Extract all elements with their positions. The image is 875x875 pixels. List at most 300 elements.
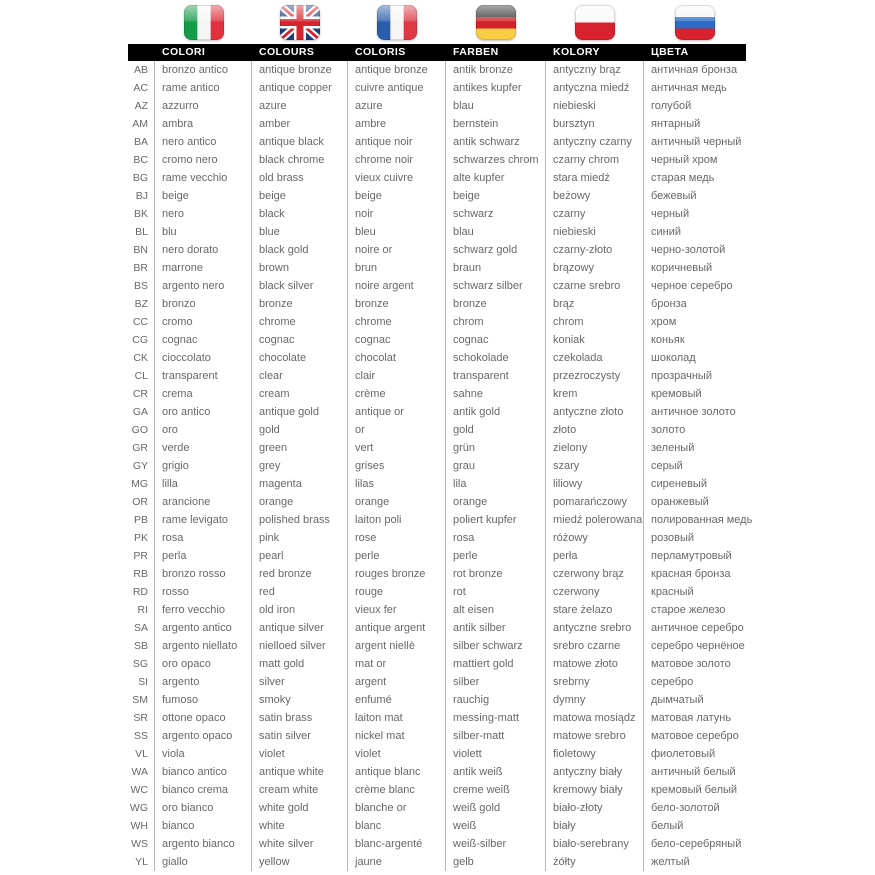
cell-en: chocolate [252,349,348,367]
row-code: BG [128,169,155,187]
cell-pl: złoto [546,421,644,439]
cell-fr: blanc-argenté [348,835,446,853]
cell-de: transparent [446,367,546,385]
row-code: BS [128,277,155,295]
table-row [128,187,746,205]
cell-en: antique white [252,763,348,781]
cell-en: brown [252,259,348,277]
cell-fr: cuivre antique [348,79,446,97]
cell-fr: clair [348,367,446,385]
cell-it: verde [155,439,252,457]
cell-en: magenta [252,475,348,493]
table-header [128,44,746,61]
cell-fr: rose [348,529,446,547]
table-row [128,169,746,187]
row-code: MG [128,475,155,493]
cell-ru: черное серебро [651,280,733,292]
row-code: WS [128,835,155,853]
cell-ru: старое железо [651,604,726,616]
cell-it: arancione [155,493,252,511]
cell-en: beige [252,187,348,205]
cell-de: schokolade [446,349,546,367]
header-colours: COLOURS [259,46,315,58]
cell-fr: noire or [348,241,446,259]
row-code: SM [128,691,155,709]
header-coloris: COLORIS [355,46,406,58]
cell-fr: antique argent [348,619,446,637]
cell-pl: koniak [546,331,644,349]
germany-flag-icon [446,0,546,40]
table-row [128,241,746,259]
row-code: AB [128,61,155,79]
cell-fr: mat or [348,655,446,673]
cell-fr: brun [348,259,446,277]
cell-pl: przezroczysty [546,367,644,385]
row-code: CK [128,349,155,367]
cell-pl: stare żelazo [546,601,644,619]
cell-fr: crème [348,385,446,403]
cell-it: ambra [155,115,252,133]
cell-fr: noire argent [348,277,446,295]
cell-ru: хром [651,316,677,328]
cell-de: rauchig [446,691,546,709]
cell-de: grün [446,439,546,457]
cell-en: white gold [252,799,348,817]
cell-fr: bleu [348,223,446,241]
cell-ru: бронза [651,298,687,310]
cell-de: creme weiß [446,781,546,799]
cell-en: blue [252,223,348,241]
cell-pl: brązowy [546,259,644,277]
cell-it: bianco crema [155,781,252,799]
cell-pl: biały [546,817,644,835]
row-code: SS [128,727,155,745]
cell-fr: orange [348,493,446,511]
table-row [128,277,746,295]
cell-pl: dymny [546,691,644,709]
cell-ru: зеленый [651,442,695,454]
cell-it: viola [155,745,252,763]
table-row [128,583,746,601]
cell-it: rame vecchio [155,169,252,187]
table-row [128,421,746,439]
cell-it: fumoso [155,691,252,709]
cell-pl: antyczne złoto [546,403,644,421]
cell-pl: stara miedź [546,169,644,187]
cell-fr: crème blanc [348,781,446,799]
cell-de: lila [446,475,546,493]
cell-ru: оранжевый [651,496,709,508]
cell-pl: miedź polerowana [546,511,644,529]
cell-ru: серебро чернёное [651,640,745,652]
row-code: VL [128,745,155,763]
cell-ru: бело-серебряный [651,838,742,850]
table-row [128,151,746,169]
table-row [128,565,746,583]
uk-flag-icon [252,0,348,40]
cell-pl: niebieski [546,223,644,241]
table-row [128,61,746,79]
cell-it: crema [155,385,252,403]
cell-pl: matowa mosiądz [546,709,644,727]
cell-en: azure [252,97,348,115]
cell-pl: pomarańczowy [546,493,644,511]
table-row [128,637,746,655]
cell-it: nero antico [155,133,252,151]
table-row [128,511,753,529]
cell-pl: brąz [546,295,644,313]
row-code: BK [128,205,155,223]
table-row [128,799,746,817]
cell-it: nero [155,205,252,223]
table-row [128,709,746,727]
cell-ru: розовый [651,532,695,544]
row-code: CC [128,313,155,331]
row-code: AM [128,115,155,133]
table-row [128,349,746,367]
cell-fr: argent [348,673,446,691]
cell-ru: матовая латунь [651,712,732,724]
row-code: BJ [128,187,155,205]
cell-pl: czarne srebro [546,277,644,295]
cell-pl: antyczna miedź [546,79,644,97]
cell-ru: античная бронза [651,64,738,76]
cell-pl: czarny-złoto [546,241,644,259]
cell-en: black gold [252,241,348,259]
table-row [128,763,746,781]
cell-pl: biało-złoty [546,799,644,817]
cell-it: oro [155,421,252,439]
table-row [128,529,746,547]
cell-fr: antique noir [348,133,446,151]
cell-en: matt gold [252,655,348,673]
table-row [128,295,746,313]
row-code: SR [128,709,155,727]
cell-de: messing-matt [446,709,546,727]
row-code: YL [128,853,155,871]
france-flag-icon [348,0,446,40]
cell-it: nero dorato [155,241,252,259]
cell-ru: черно-золотой [651,244,726,256]
cell-it: argento nero [155,277,252,295]
cell-fr: grises [348,457,446,475]
table-row [128,115,746,133]
cell-fr: chrome noir [348,151,446,169]
cell-de: antik schwarz [446,133,546,151]
cell-en: cream white [252,781,348,799]
row-code: RD [128,583,155,601]
cell-it: oro antico [155,403,252,421]
cell-en: satin silver [252,727,348,745]
cell-pl: antyczny czarny [546,133,644,151]
cell-it: argento opaco [155,727,252,745]
cell-de: rosa [446,529,546,547]
table-row [128,223,746,241]
cell-de: beige [446,187,546,205]
cell-it: rame antico [155,79,252,97]
cell-en: nielloed silver [252,637,348,655]
cell-it: bronzo rosso [155,565,252,583]
italy-flag-icon [155,0,252,40]
row-code: OR [128,493,155,511]
table-row [128,133,746,151]
cell-fr: beige [348,187,446,205]
cell-ru: старая медь [651,172,715,184]
table-row [128,403,746,421]
cell-it: ottone opaco [155,709,252,727]
cell-en: grey [252,457,348,475]
table-row [128,313,746,331]
table-row [128,97,746,115]
cell-ru: серый [651,460,683,472]
header-code-spacer [128,44,155,61]
cell-pl: chrom [546,313,644,331]
cell-fr: vieux fer [348,601,446,619]
cell-en: bronze [252,295,348,313]
cell-it: marrone [155,259,252,277]
cell-pl: czarny chrom [546,151,644,169]
cell-fr: chocolat [348,349,446,367]
row-code: BA [128,133,155,151]
cell-de: schwarz [446,205,546,223]
cell-it: cromo nero [155,151,252,169]
cell-en: yellow [252,853,348,871]
cell-de: gold [446,421,546,439]
cell-de: antikes kupfer [446,79,546,97]
row-code: GA [128,403,155,421]
cell-fr: azure [348,97,446,115]
cell-de: braun [446,259,546,277]
flags-row [128,0,746,44]
cell-de: schwarz gold [446,241,546,259]
row-code: BL [128,223,155,241]
cell-fr: noir [348,205,446,223]
cell-pl: antyczny biały [546,763,644,781]
cell-en: black [252,205,348,223]
table-row [128,259,746,277]
row-code: WH [128,817,155,835]
cell-ru: черный хром [651,154,718,166]
cell-it: grigio [155,457,252,475]
table-row [128,691,746,709]
cell-en: black silver [252,277,348,295]
cell-pl: kremowy biały [546,781,644,799]
cell-ru: синий [651,226,682,238]
cell-en: polished brass [252,511,348,529]
cell-de: silber-matt [446,727,546,745]
cell-it: cognac [155,331,252,349]
table-row [128,619,746,637]
cell-fr: rouge [348,583,446,601]
cell-de: antik silber [446,619,546,637]
cell-ru: золото [651,424,686,436]
cell-ru: сиреневый [651,478,707,490]
cell-fr: ambre [348,115,446,133]
cell-pl: czarny [546,205,644,223]
cell-it: bianco antico [155,763,252,781]
cell-ru: матовое серебро [651,730,739,742]
cell-de: rot [446,583,546,601]
cell-pl: liliowy [546,475,644,493]
cell-fr: antique blanc [348,763,446,781]
row-code: SI [128,673,155,691]
cell-fr: violet [348,745,446,763]
cell-de: blau [446,97,546,115]
row-code: WC [128,781,155,799]
cell-ru: кремовый белый [651,784,738,796]
row-code: AC [128,79,155,97]
header-kolory: KOLORY [553,46,600,58]
cell-pl: fioletowy [546,745,644,763]
cell-fr: laiton poli [348,511,446,529]
cell-en: antique silver [252,619,348,637]
cell-it: oro bianco [155,799,252,817]
row-code: CL [128,367,155,385]
cell-it: ferro vecchio [155,601,252,619]
row-code: RI [128,601,155,619]
cell-de: perle [446,547,546,565]
cell-en: antique black [252,133,348,151]
cell-ru: полированная медь [651,514,753,526]
cell-ru: коньяк [651,334,685,346]
table-row [128,727,746,745]
poland-flag-icon [546,0,644,40]
cell-ru: перламутровый [651,550,732,562]
cell-de: weiß [446,817,546,835]
cell-de: mattiert gold [446,655,546,673]
cell-pl: szary [546,457,644,475]
row-code: PR [128,547,155,565]
row-code: BR [128,259,155,277]
cell-de: bronze [446,295,546,313]
cell-de: poliert kupfer [446,511,546,529]
header-colori: COLORI [162,46,206,58]
cell-de: schwarzes chrom [446,151,546,169]
cell-it: blu [155,223,252,241]
cell-de: grau [446,457,546,475]
cell-fr: rouges bronze [348,565,446,583]
row-code: BN [128,241,155,259]
table-row [128,655,746,673]
cell-it: lilla [155,475,252,493]
table-row [128,673,746,691]
cell-fr: lilas [348,475,446,493]
cell-pl: różowy [546,529,644,547]
cell-de: sahne [446,385,546,403]
cell-ru: черный [651,208,690,220]
row-code: SB [128,637,155,655]
color-translation-table [128,0,753,871]
cell-it: argento bianco [155,835,252,853]
cell-en: red [252,583,348,601]
table-row [128,385,746,403]
cell-pl: srebro czarne [546,637,644,655]
cell-ru: красная бронза [651,568,731,580]
cell-fr: blanche or [348,799,446,817]
cell-ru: прозрачный [651,370,712,382]
cell-de: chrom [446,313,546,331]
cell-ru: фиолетовый [651,748,716,760]
table-row [128,853,746,871]
cell-en: black chrome [252,151,348,169]
cell-de: gelb [446,853,546,871]
cell-fr: antique bronze [348,61,446,79]
cell-pl: żółty [546,853,644,871]
table-row [128,817,746,835]
cell-it: giallo [155,853,252,871]
cell-ru: янтарный [651,118,701,130]
cell-de: orange [446,493,546,511]
table-row [128,745,746,763]
cell-en: cognac [252,331,348,349]
row-code: PK [128,529,155,547]
cell-ru: серебро [651,676,694,688]
cell-de: antik weiß [446,763,546,781]
cell-en: violet [252,745,348,763]
cell-it: rame levigato [155,511,252,529]
cell-ru: античное серебро [651,622,744,634]
cell-ru: красный [651,586,694,598]
cell-en: antique gold [252,403,348,421]
row-code: SG [128,655,155,673]
row-code: PB [128,511,155,529]
cell-it: beige [155,187,252,205]
table-row [128,547,746,565]
cell-fr: enfumé [348,691,446,709]
cell-en: gold [252,421,348,439]
cell-fr: chrome [348,313,446,331]
header-cveta: ЦВЕТА [651,46,689,58]
cell-it: argento antico [155,619,252,637]
cell-ru: античный белый [651,766,736,778]
cell-ru: голубой [651,100,692,112]
cell-it: oro opaco [155,655,252,673]
cell-ru: матовое золото [651,658,731,670]
cell-de: cognac [446,331,546,349]
row-code: SA [128,619,155,637]
cell-pl: matowe złoto [546,655,644,673]
cell-en: smoky [252,691,348,709]
cell-ru: античное золото [651,406,736,418]
cell-de: alt eisen [446,601,546,619]
cell-pl: czekolada [546,349,644,367]
cell-fr: perle [348,547,446,565]
cell-de: schwarz silber [446,277,546,295]
cell-ru: белый [651,820,684,832]
cell-de: bernstein [446,115,546,133]
cell-en: chrome [252,313,348,331]
cell-fr: vieux cuivre [348,169,446,187]
cell-ru: шоколад [651,352,696,364]
table-row [128,601,746,619]
color-table-body [128,61,753,871]
russia-flag-icon [644,0,746,40]
row-code: AZ [128,97,155,115]
cell-pl: czerwony brąz [546,565,644,583]
header-farben: FARBEN [453,46,499,58]
cell-en: silver [252,673,348,691]
cell-it: cioccolato [155,349,252,367]
row-code: CR [128,385,155,403]
cell-it: bronzo [155,295,252,313]
table-row [128,781,746,799]
cell-en: amber [252,115,348,133]
cell-fr: antique or [348,403,446,421]
cell-fr: argent niellè [348,637,446,655]
row-code: CG [128,331,155,349]
cell-ru: коричневый [651,262,713,274]
cell-pl: srebrny [546,673,644,691]
